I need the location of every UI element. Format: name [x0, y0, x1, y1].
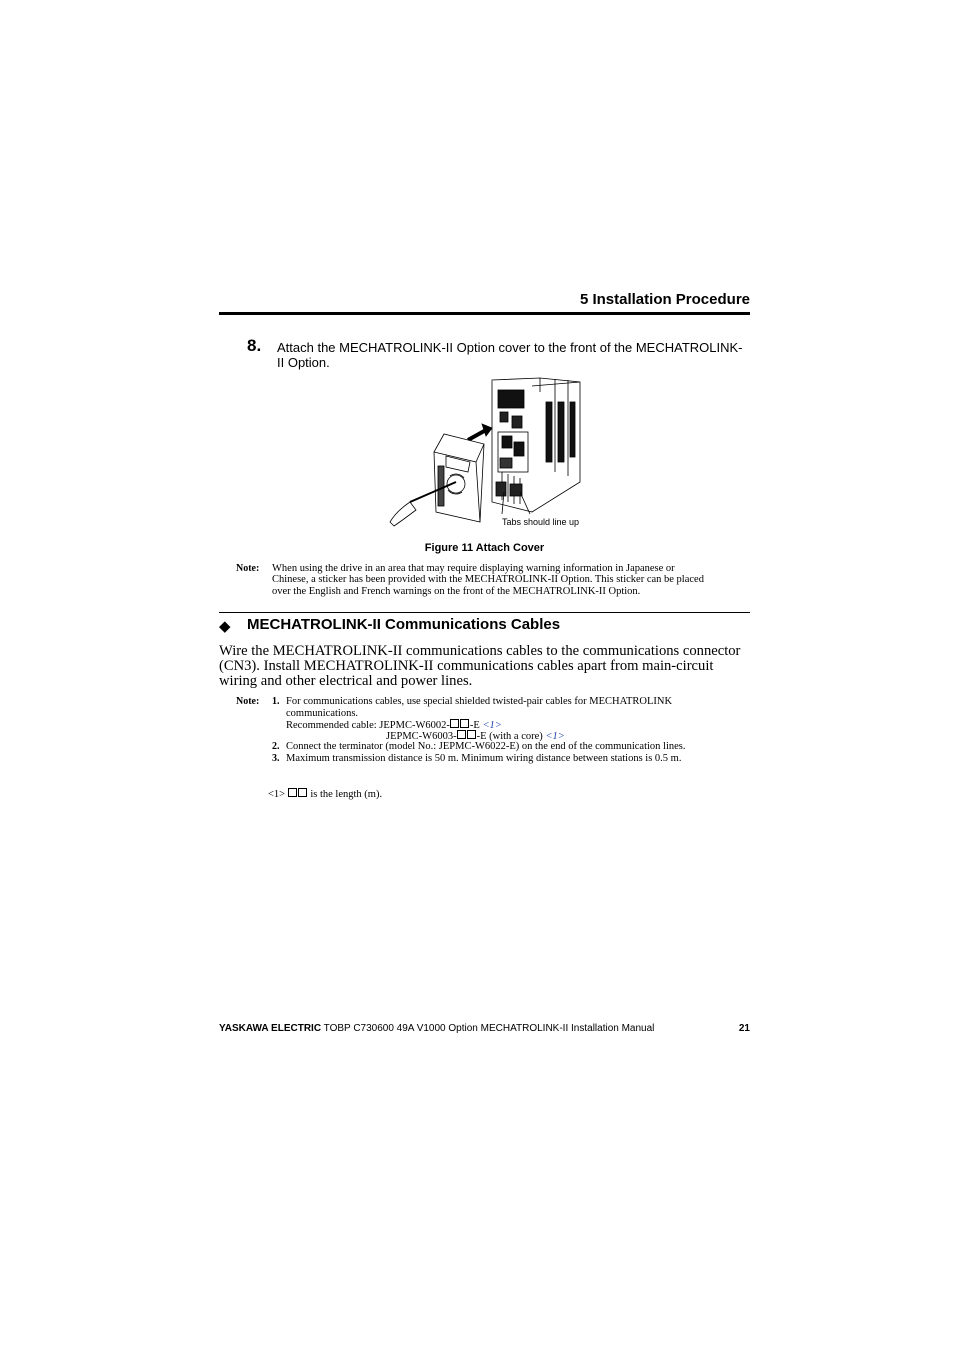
- note-item-number-3: 3.: [272, 753, 280, 764]
- placeholder-box-icon: [298, 788, 307, 797]
- cable-model-1-prefix: JEPMC-W6002-: [379, 720, 450, 731]
- note-item-2: Connect the terminator (model No.: JEPMC-W6022-E) on the end of the communication lines.: [286, 741, 686, 752]
- body-paragraph: Wire the MECHATROLINK-II communications cables to the communications connector (CN3). Install MECHATROLINK-II communications cables apart from main-circuit wiring and other electrical and power lines.: [219, 643, 741, 689]
- note-item-1-line-1: For communications cables, use special shielded twisted-pair cables for MECHATROLINK: [286, 696, 673, 707]
- footnote-ref: <1>: [268, 789, 286, 800]
- subsection-title: MECHATROLINK-II Communications Cables: [247, 616, 561, 633]
- section-header: 5 Installation Procedure: [579, 291, 750, 308]
- figure-callout: Tabs should line up: [502, 517, 580, 527]
- footer-document: TOBP C730600 49A V1000 Option MECHATROLINK-II Installation Manual: [323, 1023, 655, 1034]
- cable-model-2-suffix: -E (with a core): [476, 731, 543, 742]
- header-rule: [219, 312, 750, 315]
- placeholder-box-icon: [460, 719, 469, 728]
- page-footer: [219, 1023, 750, 1034]
- reference-link-1[interactable]: <1>: [482, 720, 502, 731]
- figure-caption: Figure 11 Attach Cover: [424, 542, 545, 554]
- step-number: 8.: [247, 336, 262, 355]
- page-number: 21: [738, 1023, 750, 1034]
- cable-model-2-prefix: JEPMC-W6003-: [386, 731, 457, 742]
- note-label-2: Note:: [236, 696, 260, 707]
- cable-model-1-suffix: -E: [469, 720, 480, 731]
- note-text: When using the drive in an area that may require displaying warning information in Japanese or Chinese, a sticker has been provided with the MECHATROLINK-II Option. This sticker can be placed over the English and French warnings on the front of the MECHATROLINK-II Option.: [272, 563, 704, 597]
- footnote-text: is the length (m).: [310, 789, 383, 800]
- reference-link-2[interactable]: <1>: [545, 731, 565, 742]
- note-item-3: Maximum transmission distance is 50 m. Minimum wiring distance between stations is 0.5 m.: [286, 753, 682, 764]
- step-text: Attach the MECHATROLINK-II Option cover to the front of the MECHATROLINK-II Option.: [277, 340, 743, 370]
- subsection-rule: [219, 612, 750, 613]
- recommended-cable-label: Recommended cable:: [286, 720, 377, 731]
- note-item-1-line-2: communications.: [286, 708, 359, 719]
- note-label: Note:: [236, 563, 260, 574]
- attach-cover-illustration: [380, 372, 610, 532]
- placeholder-box-icon: [457, 730, 466, 739]
- placeholder-box-icon: [467, 730, 476, 739]
- note-item-number-1: 1.: [272, 696, 280, 707]
- footer-brand: YASKAWA ELECTRIC: [219, 1023, 322, 1034]
- note-item-number-2: 2.: [272, 741, 280, 752]
- diamond-icon: ◆: [219, 619, 231, 635]
- placeholder-box-icon: [288, 788, 297, 797]
- placeholder-box-icon: [450, 719, 459, 728]
- footnote: [268, 788, 382, 800]
